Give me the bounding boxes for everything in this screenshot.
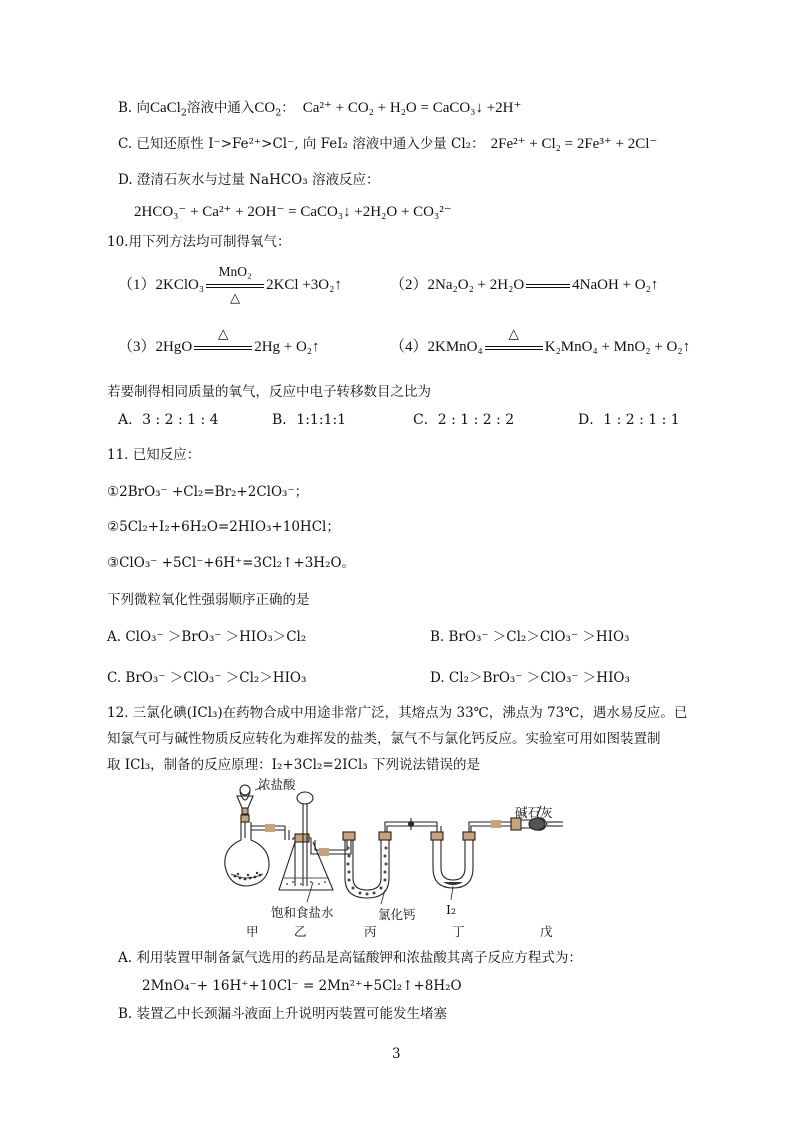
q9-d-equation: 2HCO₃⁻ + Ca²⁺ + 2OH⁻ = CaCO₃↓ +2H₂O + CO₃²⁻	[134, 204, 452, 220]
q11-option-a: A. ClO₃⁻ ＞BrO₃⁻ ＞HIO₃＞Cl₂	[107, 629, 307, 645]
q9-b-mid: 溶液中通入	[186, 100, 255, 116]
apparatus-jia	[225, 785, 285, 886]
q10-r3-num: （3）	[118, 339, 156, 355]
label-saturated-brine: 饱和食盐水	[271, 905, 334, 920]
q10-r3-left: 2HgO	[155, 339, 193, 355]
q9-option-d	[118, 170, 379, 190]
q12-stem-line-1: 12. 三氯化碘(ICl₃)在药物合成中用途非常广泛，其熔点为 33℃，沸点为 73℃，遇水易反应。已	[107, 705, 688, 721]
q10-stem: 10.用下列方法均可制得氧气：	[107, 234, 291, 250]
q9-c-equation: 2Fe²⁺ + Cl₂ = 2Fe³⁺ + 2Cl⁻	[490, 136, 658, 152]
q10-r1-num: （1）	[118, 277, 156, 293]
q11-reaction-1: ①2BrO₃⁻ +Cl₂=Br₂+2ClO₃⁻；	[107, 484, 309, 500]
q9-b-salt: CaCl	[150, 100, 181, 116]
label-calcium-chloride: 氯化钙	[378, 907, 416, 922]
q10-r2-right: 4NaOH + O₂↑	[572, 277, 659, 293]
q11-reaction-2: ②5Cl₂+I₂+6H₂O=2HIO₃+10HCl；	[107, 519, 340, 535]
q10-r4-num: （4）	[390, 339, 428, 355]
apparatus-ding	[431, 820, 511, 888]
label-yi: 乙	[294, 924, 307, 939]
apparatus-yi	[279, 792, 333, 890]
q11-reaction-3: ③ClO₃⁻ +5Cl⁻+6H⁺=3Cl₂↑+3H₂O。	[107, 555, 356, 571]
q10-r4-left: 2KMnO₄	[427, 339, 483, 355]
q11-option-d: D. Cl₂＞BrO₃⁻ ＞ClO₃⁻ ＞HIO₃	[430, 670, 630, 686]
q9-b-label: B. 向	[118, 100, 151, 116]
q12-stem-line-3: 取 ICl₃，制备的反应原理：I₂+3Cl₂=2ICl₃ 下列说法错误的是	[107, 757, 480, 773]
q10-r3-right: 2Hg + O₂↑	[254, 339, 320, 355]
q10-option-b: B．1:1:1:1	[272, 412, 347, 428]
q10-option-d: D．1 : 2 : 1 : 1	[578, 412, 680, 428]
label-ding: 丁	[452, 924, 465, 939]
q12-option-a-equation: 2MnO₄⁻+ 16H⁺+10Cl⁻ = 2Mn²⁺+5Cl₂↑+8H₂O	[142, 978, 462, 994]
q10-r4-heat: △	[508, 325, 519, 341]
q10-r3-condition	[194, 325, 252, 358]
q10-reaction-2	[390, 275, 658, 296]
q10-r1-right: 2KCl +3O₂↑	[266, 277, 342, 293]
q9-c-text: C. 已知还原性 I⁻>Fe²⁺>Cl⁻, 向 FeI₂ 溶液中通入少量 Cl₂：	[118, 136, 485, 152]
q10-option-a: A．3 : 2 : 1 : 4	[118, 412, 219, 428]
q10-reaction-4	[390, 325, 691, 358]
q10-r4-condition	[485, 325, 543, 358]
q11-option-c: C. BrO₃⁻ ＞ClO₃⁻ ＞Cl₂＞HIO₃	[107, 670, 307, 686]
q11-question: 下列微粒氧化性强弱顺序正确的是	[107, 592, 310, 608]
q10-option-c: C．2 : 1 : 2 : 2	[413, 412, 515, 428]
q10-r1-condition	[206, 263, 264, 305]
q9-b-equation: Ca²⁺ + CO₂ + H₂O = CaCO₃↓ +2H⁺	[302, 100, 522, 116]
q10-r1-catalyst: MnO₂	[218, 263, 252, 279]
label-concentrated-hcl: 浓盐酸	[258, 777, 296, 792]
q10-r1-left: 2KClO₃	[155, 277, 205, 293]
q10-r2-equals	[526, 276, 570, 296]
label-soda-lime: 碱石灰	[515, 805, 553, 820]
page-number: 3	[392, 1046, 401, 1062]
label-iodine: I₂	[446, 902, 456, 917]
label-wu: 戊	[540, 924, 553, 939]
label-bing: 丙	[364, 924, 377, 939]
q10-reaction-1	[118, 263, 342, 305]
q9-option-c	[118, 134, 657, 154]
q12-stem-line-2: 知氯气可与碱性物质反应转化为难挥发的盐类，氯气不与氯化钙反应。实验室可用如图装置制	[107, 731, 661, 747]
q12-option-b: B. 装置乙中长颈漏斗液面上升说明丙装置可能发生堵塞	[118, 1006, 448, 1022]
q11-stem: 11. 已知反应：	[107, 447, 201, 463]
q11-option-b: B. BrO₃⁻ ＞Cl₂＞ClO₃⁻ ＞HIO₃	[430, 629, 630, 645]
q10-r1-heat: △	[230, 289, 241, 305]
q10-question: 若要制得相同质量的氧气，反应中电子转移数目之比为	[107, 384, 431, 400]
q10-r4-right: K₂MnO₄ + MnO₂ + O₂↑	[544, 339, 691, 355]
apparatus-bing	[333, 818, 437, 898]
q9-option-b: B. 向CaCl$_2$溶液中通入$CO_2$： Ca²⁺ + CO₂ + H₂O = CaCO₃↓ +2H⁺	[118, 100, 522, 119]
q10-r3-heat: △	[217, 325, 229, 341]
q9-d-text: D. 澄清石灰水与过量 NaHCO₃ 溶液反应：	[118, 172, 380, 188]
q12-option-a: A. 利用装置甲制备氯气选用的药品是高锰酸钾和浓盐酸其离子反应方程式为：	[118, 950, 582, 966]
q9-b-gas: CO	[254, 100, 276, 116]
label-jia: 甲	[246, 924, 259, 939]
q10-reaction-3	[118, 325, 320, 358]
q10-r2-left: 2Na₂O₂ + 2H₂O	[427, 277, 525, 293]
q10-r2-num: （2）	[390, 277, 428, 293]
